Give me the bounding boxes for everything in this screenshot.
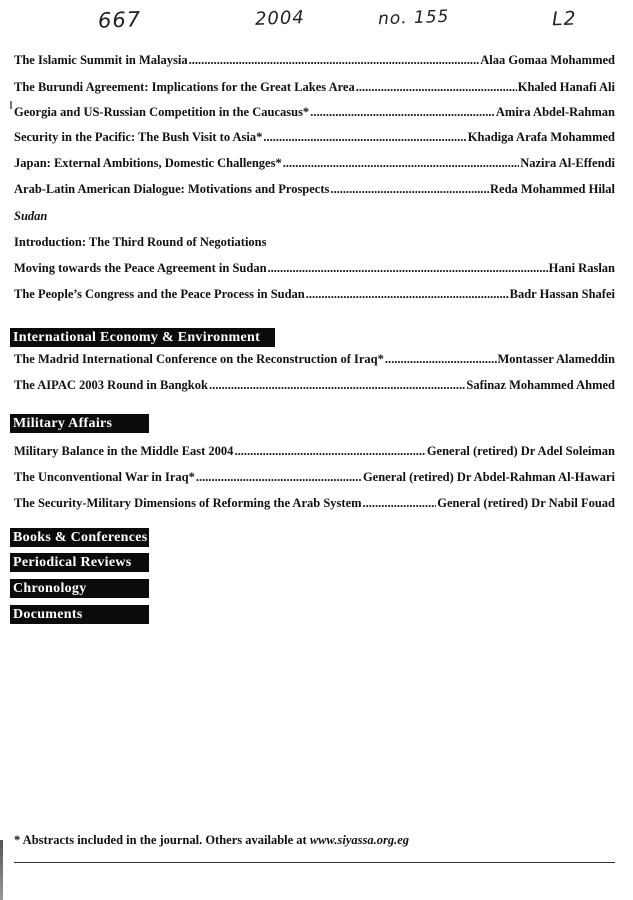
scan-edge-shadow <box>0 840 3 900</box>
toc-entry <box>14 260 615 276</box>
entry-title: Arab-Latin American Dialogue: Motivations and Prospects <box>14 182 330 196</box>
entry-title: Georgia and US-Russian Competition in the Caucasus* <box>14 105 310 119</box>
toc-entry <box>14 377 615 393</box>
entry-author: Reda Mohammed Hilal <box>490 182 615 196</box>
entry-title: The Unconventional War in Iraq* <box>14 470 195 484</box>
toc-entry <box>14 104 615 120</box>
entry-author: General (retired) Dr Abdel-Rahman Al-Hawari <box>362 470 615 484</box>
toc-entry <box>14 129 615 145</box>
chronology-heading: Chronology <box>10 579 149 598</box>
entry-title: The People’s Congress and the Peace Process in Sudan <box>14 287 305 301</box>
entry-author: Nazira Al-Effendi <box>520 156 615 170</box>
toc-entry <box>14 351 615 367</box>
footnote-url: www.siyassa.org.eg <box>309 833 410 847</box>
economy-section-heading: International Economy & Environment <box>10 328 275 347</box>
toc-entry <box>14 155 615 171</box>
books-conferences-heading: Books & Conferences <box>10 528 149 547</box>
toc-entry <box>14 469 615 485</box>
bottom-rule <box>14 862 615 863</box>
margin-mark <box>10 101 12 109</box>
entry-author: General (retired) Dr Adel Soleiman <box>426 444 615 458</box>
entry-author: Montasser Alameddin <box>497 352 615 366</box>
entry-author: Khaled Hanafi Ali <box>517 80 615 94</box>
entry-author: Alaa Gomaa Mohammed <box>480 53 615 67</box>
handwritten-year: 2004 <box>254 7 306 30</box>
entry-author: Amira Abdel-Rahman <box>495 105 615 119</box>
toc-entry <box>14 52 615 68</box>
footnote <box>14 833 409 848</box>
entry-title: Security in the Pacific: The Bush Visit to Asia* <box>14 130 263 144</box>
toc-entry <box>14 79 615 95</box>
toc-entry <box>14 286 615 302</box>
entry-title: The Madrid International Conference on the Reconstruction of Iraq* <box>14 352 384 366</box>
handwritten-issue: no. 155 <box>377 6 450 30</box>
periodical-reviews-heading: Periodical Reviews <box>10 553 149 572</box>
entry-author: Hani Raslan <box>548 261 615 275</box>
entry-author: General (retired) Dr Nabil Fouad <box>437 496 615 510</box>
toc-entry <box>14 181 615 197</box>
entry-title: The Burundi Agreement: Implications for the Great Lakes Area <box>14 80 355 94</box>
entry-author: Badr Hassan Shafei <box>509 287 615 301</box>
entry-author: Safinaz Mohammed Ahmed <box>466 378 615 392</box>
toc-entry <box>14 495 615 511</box>
entry-title: Moving towards the Peace Agreement in Sudan <box>14 261 267 275</box>
handwritten-code: L2 <box>551 7 578 31</box>
entry-author: Khadiga Arafa Mohammed <box>467 130 615 144</box>
entry-title: The Islamic Summit in Malaysia <box>14 53 188 67</box>
sudan-heading: Sudan <box>14 209 48 223</box>
documents-heading: Documents <box>10 605 149 624</box>
footnote-text: * Abstracts included in the journal. Others available at <box>14 833 310 847</box>
military-section-heading: Military Affairs <box>10 414 149 433</box>
handwritten-ref: 667 <box>97 7 142 33</box>
sudan-intro: Introduction: The Third Round of Negotiations <box>14 235 267 249</box>
entry-title: The Security-Military Dimensions of Reforming the Arab System <box>14 496 362 510</box>
entry-title: The AIPAC 2003 Round in Bangkok <box>14 378 208 392</box>
entry-title: Military Balance in the Middle East 2004 <box>14 444 234 458</box>
entry-title: Japan: External Ambitions, Domestic Challenges* <box>14 156 282 170</box>
toc-entry <box>14 443 615 459</box>
